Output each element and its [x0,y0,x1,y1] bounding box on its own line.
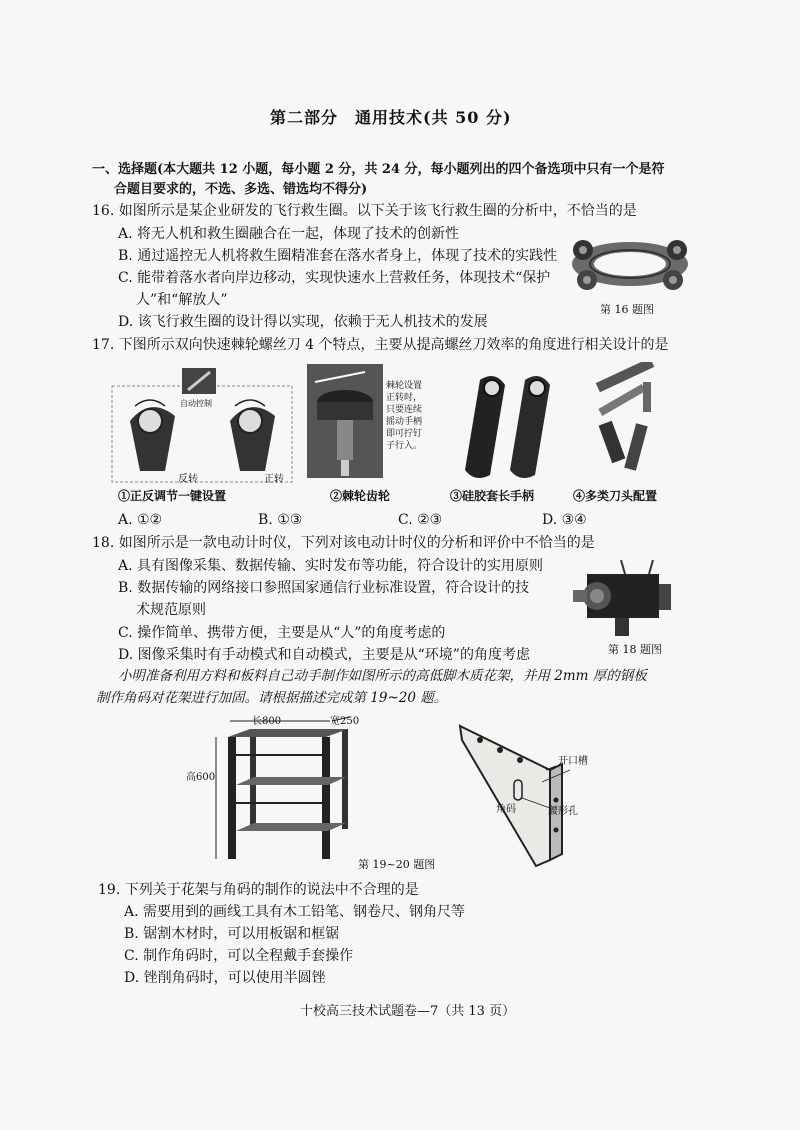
q17-figure-1-reversing-switch [110,366,295,484]
q17-fig1-right-label: 正转 [264,474,284,485]
q17-fig2-note [386,380,422,452]
q19-option-c: C. 制作角码时，可以全程戴手套操作 [124,948,354,964]
q17-fig4-caption: ④多类刀头配置 [573,489,658,503]
q19-20-figure-shelf [210,715,360,865]
q18-option-a: A. 具有图像采集、数据传输、实时发布等功能，符合设计的实用原则 [118,558,544,574]
dim-width-label: 宽250 [330,716,360,727]
q18-figure-electric-timer [565,560,680,640]
dim-height-label: 高600 [186,772,216,783]
q16-option-d: D. 该飞行救生圈的设计得以实现，依赖于无人机技术的发展 [118,314,488,330]
q18-option-c: C. 操作简单、携带方便，主要是从“人”的角度考虑的 [118,625,446,641]
q16-option-c-line2: 人”和“解放人” [136,292,228,308]
q17-figure-2-ratchet-gear [305,362,385,480]
q16-figure-flying-ring [565,222,695,302]
q17-option-c: C. ②③ [398,512,443,528]
q17-figure-4-bit-set [575,362,675,482]
q19-20-intro-line2: 制作角码对花架进行加固。请根据描述完成第 19~20 题。 [96,690,448,706]
q19-20-intro-line1: 小明准备利用方料和板料自己动手制作如图所示的高低脚木质花架，并用 2mm 厚的钢板 [118,668,647,684]
q16-option-b: B. 通过遥控无人机将救生圈精准套在落水者身上，体现了技术的实践性 [118,248,558,264]
q16-option-c-line1: C. 能带着落水者向岸边移动，实现快速水上营救任务，体现技术“保护 [118,270,551,286]
q19-option-b: B. 锯割木材时，可以用板锯和框锯 [124,926,340,942]
q17-figure-3-long-handle [450,370,560,482]
q17-option-b: B. ①③ [258,512,303,528]
q17-fig1-left-label: 反转 [178,474,198,485]
q18-option-b-line1: B. 数据传输的网络接口参照国家通信行业标准设置，符合设计的技 [118,580,530,596]
section-instructions-line2: 合题目要求的，不选、多选、错选均不得分) [114,182,368,197]
q17-fig2-note-line: 摇动手柄 [386,417,423,427]
q17-stem: 17. 下图所示双向快速棘轮螺丝刀 4 个特点，主要从提高螺丝刀效率的角度进行相关设计的是 [92,337,669,353]
q19-20-caption: 第 19~20 题图 [358,858,436,871]
q19-stem: 19. 下列关于花架与角码的制作的说法中不合理的是 [98,882,419,898]
q19-option-a: A. 需要用到的画线工具有木工铅笔、钢卷尺、钢角尺等 [124,904,466,920]
dim-length-label: 长800 [252,716,282,727]
q17-fig1-caption: ①正反调节一键设置 [118,489,227,503]
q17-fig3-caption: ③硅胶套长手柄 [450,489,535,503]
label-corner-bracket: 角码 [496,804,516,815]
label-open-slot: 开口槽 [558,756,588,767]
q18-option-d: D. 图像采集时有手动模式和自动模式，主要是从“环境”的角度考虑 [118,647,530,663]
q17-fig2-note-line: 只要连续 [386,405,423,415]
q17-fig2-note-line: 即可拧钉 [386,429,423,439]
q17-option-d: D. ③④ [542,512,587,528]
q18-stem: 18. 如图所示是一款电动计时仪，下列对该电动计时仪的分析和评价中不恰当的是 [92,535,595,551]
label-waist-hole: 腰形孔 [548,806,578,817]
section-instructions-line1: 一、选择题(本大题共 12 小题，每小题 2 分，共 24 分，每小题列出的四个备选项中只有一个是符 [92,162,665,177]
page-title: 第二部分 通用技术(共 50 分) [270,108,512,127]
q18-caption: 第 18 题图 [608,643,662,656]
q17-fig2-note-line: 棘轮设置 [386,381,423,391]
q19-20-figure-corner-bracket [450,720,590,870]
q16-option-a: A. 将无人机和救生圈融合在一起，体现了技术的创新性 [118,226,460,242]
q18-option-b-line2: 术规范原则 [136,602,206,618]
q17-fig2-note-line: 子行入。 [386,441,423,451]
q16-stem: 16. 如图所示是某企业研发的飞行救生圈。以下关于该飞行救生圈的分析中，不恰当的是 [92,203,637,219]
q17-option-a: A. ①② [118,512,163,528]
q19-option-d: D. 锉削角码时，可以使用半圆锉 [124,970,326,986]
q17-fig2-caption: ②棘轮齿轮 [330,489,391,503]
q17-fig2-note-line: 正转时， [386,393,423,403]
q16-caption: 第 16 题图 [600,303,654,316]
q17-fig1-top-label: 自动控制 [180,399,212,408]
page-footer: 十校高三技术试题卷—7（共 13 页） [300,1004,516,1019]
